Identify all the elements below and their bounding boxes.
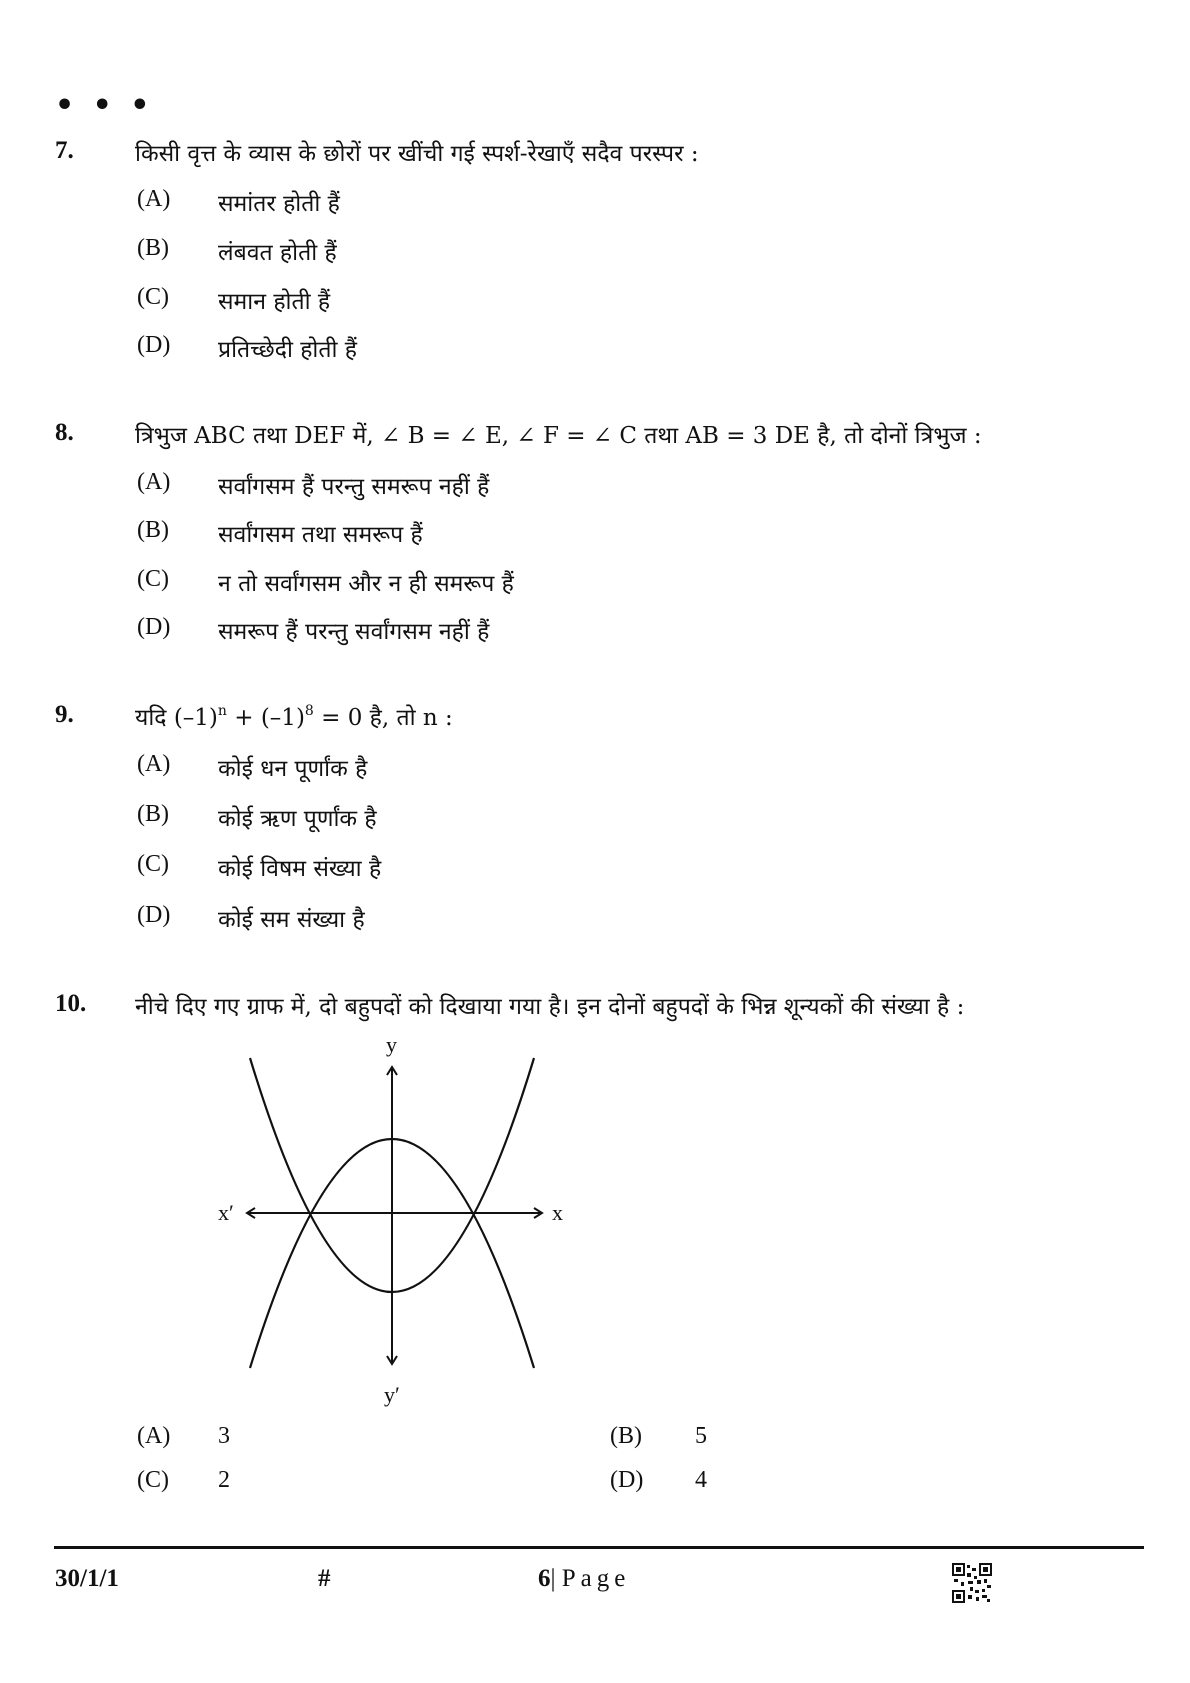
option-text: 3 (218, 1423, 230, 1449)
option-label: (D) (137, 902, 171, 928)
option-label: (A) (137, 186, 171, 212)
question-number: 9. (55, 701, 74, 728)
polynomial-graph (200, 1030, 580, 1420)
option-label: (B) (137, 235, 169, 261)
option-text: कोई ऋण पूर्णांक है (218, 806, 377, 832)
option-text: कोई धन पूर्णांक है (218, 756, 368, 782)
x-neg-axis-label: x′ (218, 1200, 234, 1225)
page-indicator (538, 1565, 630, 1593)
option-text: समान होती हैं (218, 289, 331, 315)
option-label: (C) (137, 851, 169, 877)
option-label: (A) (137, 469, 171, 495)
equation-part: + (–1) (226, 705, 305, 731)
option-label: (C) (137, 284, 169, 310)
option-label: (C) (137, 1467, 169, 1493)
option-label: (D) (610, 1467, 644, 1493)
question-text: किसी वृत्त के व्यास के छोरों पर खींची गई स्पर्श-रेखाएँ सदैव परस्पर : (135, 141, 699, 167)
equation-part: यदि (–1) (135, 705, 218, 731)
y-axis-label: y (386, 1032, 397, 1057)
option-text: 5 (695, 1423, 707, 1449)
continuation-dots: • • • (55, 88, 154, 123)
qr-code-icon (952, 1563, 992, 1603)
exponent: n (217, 703, 227, 719)
exponent: 8 (304, 703, 314, 719)
footer-divider (54, 1546, 1144, 1549)
question-number: 8. (55, 419, 74, 446)
question-text (135, 700, 453, 732)
page-word: Page (561, 1565, 631, 1592)
option-label: (A) (137, 751, 171, 777)
paper-code: 30/1/1 (55, 1565, 119, 1592)
option-text: सर्वांगसम हैं परन्तु समरूप नहीं हैं (218, 474, 490, 500)
option-label: (B) (137, 517, 169, 543)
option-label: (D) (137, 332, 171, 358)
option-label: (B) (137, 801, 169, 827)
option-text: लंबवत होती हैं (218, 240, 337, 266)
page-separator: | (550, 1565, 556, 1592)
option-text: समरूप हैं परन्तु सर्वांगसम नहीं हैं (218, 619, 490, 645)
option-text: समांतर होती हैं (218, 191, 340, 217)
page-number: 6 (538, 1565, 551, 1592)
option-label: (B) (610, 1423, 642, 1449)
equation-part: = 0 है, तो n : (313, 705, 453, 731)
option-text: कोई विषम संख्या है (218, 856, 382, 882)
option-text: न तो सर्वांगसम और न ही समरूप हैं (218, 571, 514, 597)
option-label: (C) (137, 566, 169, 592)
option-text: 2 (218, 1467, 230, 1493)
option-text: 4 (695, 1467, 707, 1493)
option-label: (A) (137, 1423, 171, 1449)
option-label: (D) (137, 614, 171, 640)
x-axis-label: x (552, 1200, 563, 1225)
hash-marker: # (318, 1565, 331, 1592)
question-text: नीचे दिए गए ग्राफ में, दो बहुपदों को दिखाया गया है। इन दोनों बहुपदों के भिन्न शून्यकों की संख्या है : (135, 994, 965, 1020)
question-text: त्रिभुज ABC तथा DEF में, ∠ B = ∠ E, ∠ F = ∠ C तथा AB = 3 DE है, तो दोनों त्रिभुज : (135, 423, 982, 449)
question-number: 10. (55, 990, 87, 1017)
option-text: प्रतिच्छेदी होती हैं (218, 337, 357, 363)
option-text: सर्वांगसम तथा समरूप हैं (218, 522, 423, 548)
question-number: 7. (55, 137, 74, 164)
y-neg-axis-label: y′ (384, 1382, 400, 1407)
option-text: कोई सम संख्या है (218, 907, 365, 933)
